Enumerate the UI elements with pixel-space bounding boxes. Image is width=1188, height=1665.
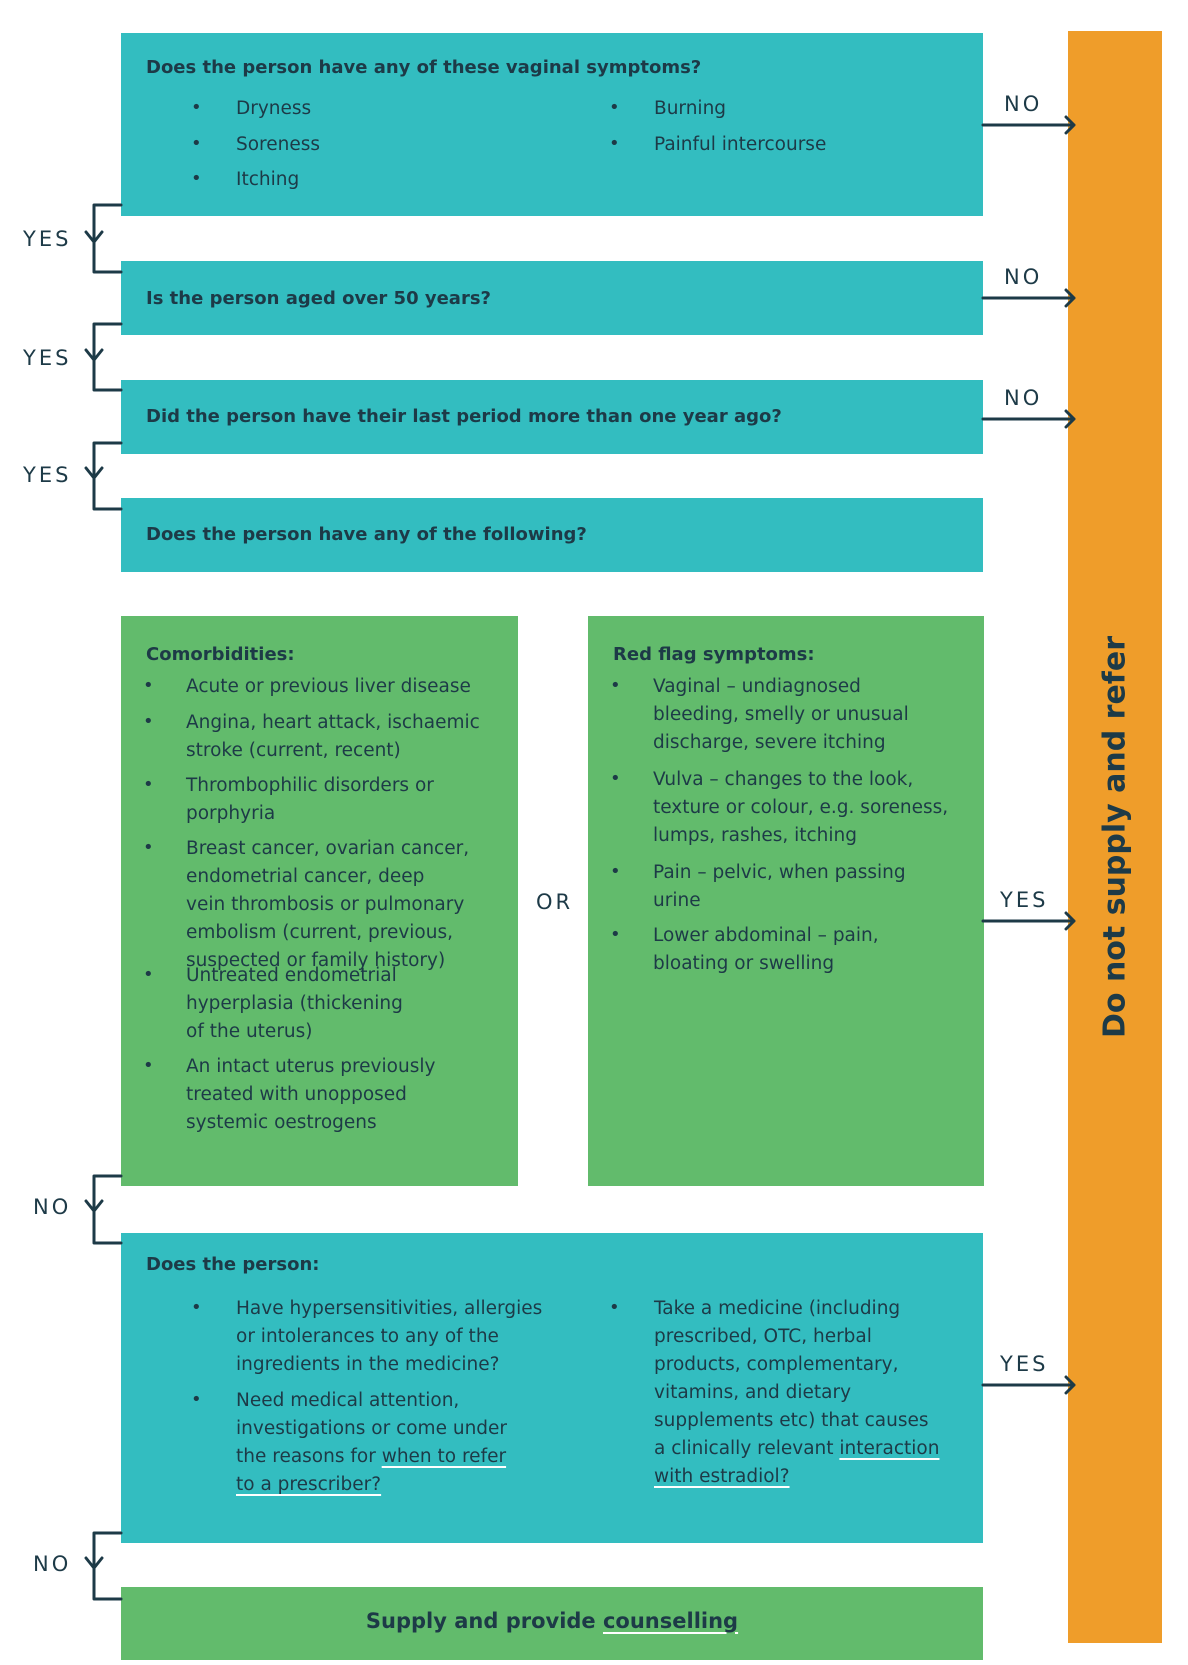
list-item-line: products, complementary, — [654, 1354, 899, 1375]
bullet-icon: • — [143, 837, 154, 858]
connector-no-2 — [94, 1533, 121, 1599]
arrow-yes-1 — [983, 913, 1074, 929]
connector-no-1 — [94, 1176, 121, 1243]
red-flag-title: Red flag symptoms: — [613, 644, 815, 665]
list-item-line: or intolerances to any of the — [236, 1326, 499, 1347]
text-span: the reasons for — [236, 1446, 382, 1467]
bullet-icon: • — [610, 861, 621, 882]
list-item-line: Lower abdominal – pain, — [653, 925, 879, 946]
bullet-icon: • — [610, 675, 621, 696]
bullet-icon: • — [191, 97, 202, 118]
list-item-line: systemic oestrogens — [186, 1112, 377, 1133]
yes-label: YES — [23, 346, 72, 370]
list-item-line: vein thrombosis or pulmonary — [186, 894, 465, 915]
no-label: NO — [1004, 386, 1043, 410]
list-item-line: hyperplasia (thickening — [186, 993, 403, 1014]
bullet-icon: • — [610, 924, 621, 945]
text-span: a clinically relevant — [654, 1438, 840, 1459]
list-item-line: Need medical attention, — [236, 1390, 460, 1411]
when-to-refer-link[interactable]: when to refer — [381, 1446, 507, 1467]
do-not-supply-text: Do not supply and refer — [1097, 635, 1133, 1039]
symptom-item: Burning — [654, 98, 727, 119]
question-text: Does the person have any of the following? — [146, 524, 587, 545]
arrow-no-1 — [983, 117, 1074, 133]
list-item-line: investigations or come under — [236, 1418, 508, 1439]
list-item-line: stroke (current, recent) — [186, 740, 401, 761]
list-item-line: Angina, heart attack, ischaemic — [186, 712, 480, 733]
symptom-item: Painful intercourse — [654, 134, 827, 155]
list-item-line: Untreated endometrial — [186, 965, 397, 986]
bullet-icon: • — [143, 675, 154, 696]
bullet-icon: • — [191, 133, 202, 154]
bullet-icon: • — [143, 774, 154, 795]
counselling-link[interactable]: counselling — [602, 1609, 739, 1633]
yes-label: YES — [23, 227, 72, 251]
yes-label: YES — [1000, 1352, 1049, 1376]
no-label: NO — [33, 1552, 72, 1576]
or-label: OR — [536, 890, 574, 914]
list-item-line: bleeding, smelly or unusual — [653, 704, 909, 725]
symptom-item: Itching — [236, 169, 300, 190]
list-item-line: endometrial cancer, deep — [186, 866, 425, 887]
bullet-icon: • — [191, 168, 202, 189]
comorbidities-title: Comorbidities: — [146, 644, 295, 665]
list-item-line: discharge, severe itching — [653, 732, 886, 753]
no-label: NO — [1004, 265, 1043, 289]
list-item-line: texture or colour, e.g. soreness, — [653, 797, 949, 818]
list-item-line: embolism (current, previous, — [186, 922, 453, 943]
list-item-line: Have hypersensitivities, allergies — [236, 1298, 543, 1319]
list-item-line: treated with unopposed — [186, 1084, 407, 1105]
list-item-line: bloating or swelling — [653, 953, 835, 974]
supply-prefix: Supply and provide — [365, 1609, 603, 1633]
list-item-line: prescribed, OTC, herbal — [654, 1326, 872, 1347]
bullet-icon: • — [143, 711, 154, 732]
list-item-line: suspected or family history) — [186, 950, 446, 971]
arrow-no-3 — [983, 411, 1074, 427]
list-item-line: An intact uterus previously — [186, 1056, 436, 1077]
when-to-refer-link[interactable]: to a prescriber? — [236, 1474, 382, 1495]
question-text: Is the person aged over 50 years? — [146, 288, 491, 309]
bullet-icon: • — [609, 97, 620, 118]
question-text: Does the person: — [146, 1254, 320, 1275]
no-label: NO — [33, 1195, 72, 1219]
list-item-line: lumps, rashes, itching — [653, 825, 858, 846]
yes-label: YES — [1000, 888, 1049, 912]
bullet-icon: • — [191, 1297, 202, 1318]
list-item-line: supplements etc) that causes — [654, 1410, 929, 1431]
question-text: Did the person have their last period more than one year ago? — [146, 406, 782, 427]
connector-yes-3 — [94, 443, 121, 509]
no-label: NO — [1004, 92, 1043, 116]
interaction-link[interactable]: interaction — [839, 1438, 940, 1459]
symptom-item: Soreness — [236, 134, 321, 155]
yes-label: YES — [23, 463, 72, 487]
list-item-line: Vaginal – undiagnosed — [653, 676, 861, 697]
list-item-line: porphyria — [186, 803, 276, 824]
arrow-no-2 — [983, 290, 1074, 306]
interaction-link[interactable]: with estradiol? — [654, 1466, 790, 1487]
list-item-line: of the uterus) — [186, 1021, 313, 1042]
list-item-line: ingredients in the medicine? — [236, 1354, 500, 1375]
list-item-line: Pain – pelvic, when passing — [653, 862, 906, 883]
bullet-icon: • — [143, 964, 154, 985]
list-item-line: Vulva – changes to the look, — [653, 769, 914, 790]
arrow-yes-2 — [983, 1377, 1074, 1393]
list-item-line: Take a medicine (including — [654, 1298, 901, 1319]
list-item-line: Thrombophilic disorders or — [186, 775, 434, 796]
bullet-icon: • — [609, 133, 620, 154]
list-item-line: vitamins, and dietary — [654, 1382, 852, 1403]
list-item-line: Acute or previous liver disease — [186, 676, 471, 697]
symptom-item: Dryness — [236, 98, 312, 119]
question-text: Does the person have any of these vaginal symptoms? — [146, 57, 702, 78]
bullet-icon: • — [191, 1389, 202, 1410]
list-item-line: Breast cancer, ovarian cancer, — [186, 838, 470, 859]
list-item-line: urine — [653, 890, 701, 911]
bullet-icon: • — [609, 1297, 620, 1318]
bullet-icon: • — [610, 768, 621, 789]
bullet-icon: • — [143, 1055, 154, 1076]
